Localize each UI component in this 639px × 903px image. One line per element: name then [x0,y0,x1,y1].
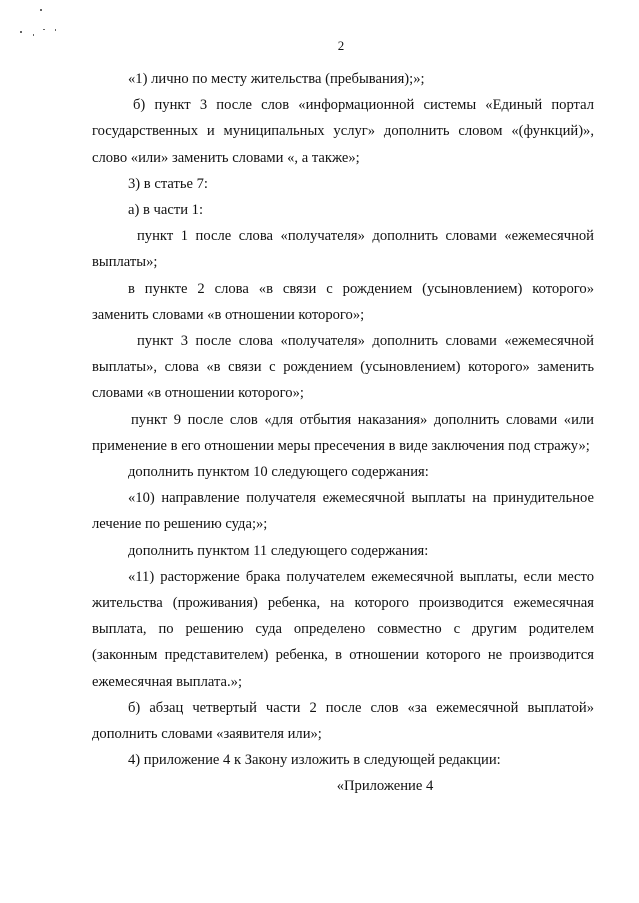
scan-speck [40,9,42,11]
paragraph: пункт 3 после слова «получателя» дополнить словами «ежемесячной выплаты», слова «в связи с рождением (усыновлением) которого» заменить словами «в отношении которого»; [92,333,594,402]
paragraph: пункт 9 после слов «для отбытия наказания» дополнить словами «или применение в его отношении меры пресечения в виде заключения под стражу»; [92,411,594,454]
paragraph: б) пункт 3 после слов «информационной системы «Единый портал государственных и муниципальных услуг» дополнить словом «(функций)», слово «или» заменить словами «, а также»; [92,97,594,166]
paragraph: «10) направление получателя ежемесячной выплаты на принудительное лечение по решению суда;»; [92,490,594,533]
paragraph: дополнить пунктом 10 следующего содержания: [128,464,429,481]
document-body [92,66,594,800]
paragraph: «1) лично по месту жительства (пребывания);»; [128,71,425,87]
paragraph: а) в части 1: [128,202,204,219]
scan-speck [55,29,56,31]
paragraph: дополнить пунктом 11 следующего содержания: [128,542,429,559]
paragraph: в пункте 2 слова «в связи с рождением (усыновлением) которого» заменить словами «в отношении которого»; [92,280,594,323]
paragraph: 3) в статье 7: [128,175,208,192]
paragraph: 4) приложение 4 к Закону изложить в следующей редакции: [128,752,501,769]
scan-speck [43,29,45,30]
appendix-heading: «Приложение 4 [336,778,434,795]
page-number: 2 [337,38,345,53]
paragraph: б) абзац четвертый части 2 после слов «за ежемесячной выплатой» дополнить словами «заявителя или»; [92,699,594,743]
scan-speck [33,34,34,36]
paragraph: пункт 1 после слова «получателя» дополнить словами «ежемесячной выплаты»; [92,228,594,271]
paragraph: «11) расторжение брака получателем ежемесячной выплаты, если место жительства (проживания) ребенка, на которого производится ежемесячная выплата, по решению суда определено совместно с другим родителем (законным представителем) ребенка, в отношении которого не производится ежемесячная выплата.»; [92,568,594,690]
scan-speck [20,31,22,33]
